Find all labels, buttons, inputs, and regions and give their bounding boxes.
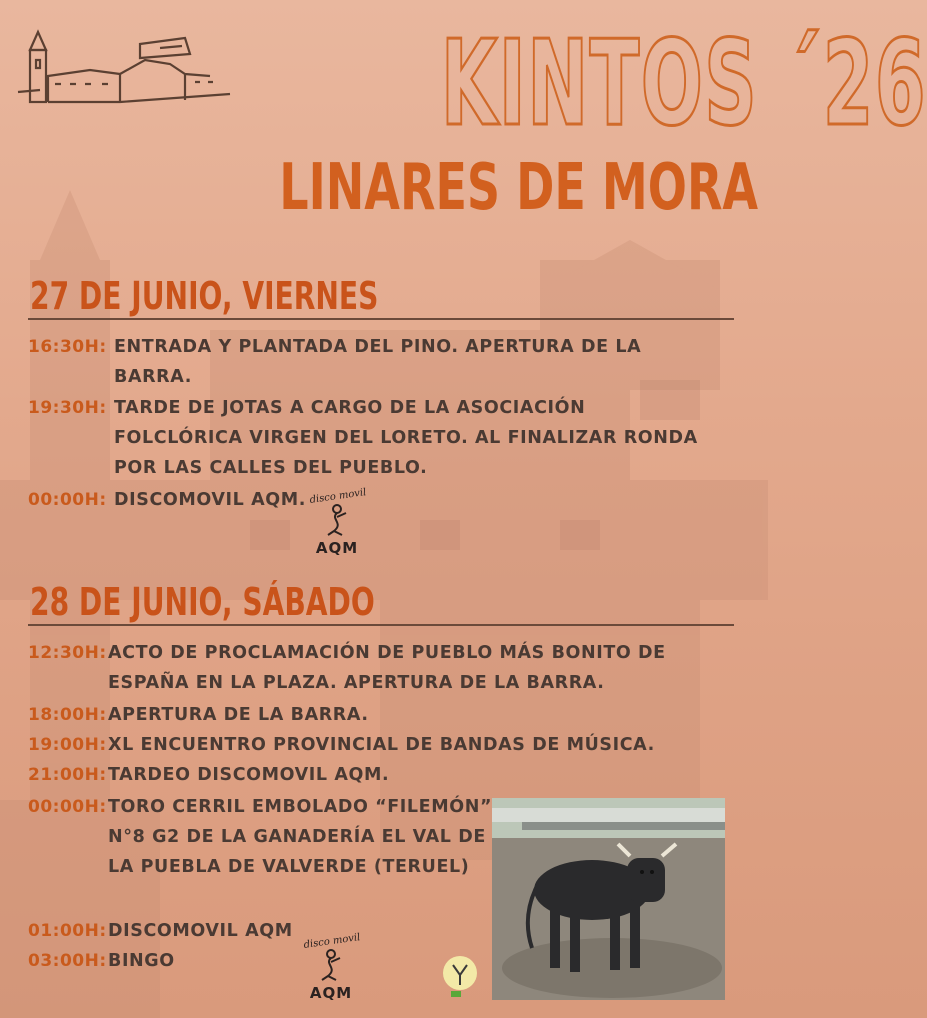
day-heading-saturday: 28 DE JUNIO, SÁBADO [30,580,375,624]
item-time: 19:00H: [28,735,107,755]
village-sketch-logo [10,30,240,120]
item-time: 18:00H: [28,705,107,725]
item-description: TORO CERRIL EMBOLADO “FILEMÓN” N°8 G2 DE LA GANADERÍA EL VAL DE LA PUEBLA DE VALVERDE (TERUEL) [108,797,493,877]
tree-badge-icon [441,955,479,999]
aqm-logo: disco movil AQM [302,932,362,1002]
dancer-icon [324,503,350,537]
main-title: KINTOS ´26 [440,14,927,152]
item-description: TARDE DE JOTAS A CARGO DE LA ASOCIACIÓN FOLCLÓRICA VIRGEN DEL LORETO. AL FINALIZAR RONDA POR LAS CALLES DEL PUEBLO. [114,398,698,478]
item-time: 01:00H: [28,921,107,941]
item-time: 21:00H: [28,765,107,785]
divider-saturday [28,624,734,626]
item-time: 12:30H: [28,643,107,663]
item-description: DISCOMOVIL AQM [108,921,293,941]
item-time: 00:00H: [28,490,107,510]
bull-photo [492,798,725,1000]
item-time: 16:30H: [28,337,107,357]
item-time: 19:30H: [28,398,107,418]
title-block [240,14,927,154]
day-heading-friday: 27 DE JUNIO, VIERNES [30,274,379,318]
item-time: 00:00H: [28,797,107,817]
item-description: APERTURA DE LA BARRA. [108,705,369,725]
item-description: TARDEO DISCOMOVIL AQM. [108,765,390,785]
item-description: ENTRADA Y PLANTADA DEL PINO. APERTURA DE LA BARRA. [114,337,642,387]
dancer-icon [318,948,344,982]
item-time: 03:00H: [28,951,107,971]
item-description: XL ENCUENTRO PROVINCIAL DE BANDAS DE MÚSICA. [108,735,655,755]
item-description: ACTO DE PROCLAMACIÓN DE PUEBLO MÁS BONITO DE ESPAÑA EN LA PLAZA. APERTURA DE LA BARRA. [108,643,666,693]
subtitle: LINARES DE MORA [279,151,758,225]
divider-friday [28,318,734,320]
item-description: BINGO [108,951,175,971]
aqm-logo: disco movil AQM [308,487,368,557]
item-description: DISCOMOVIL AQM. [114,490,306,510]
